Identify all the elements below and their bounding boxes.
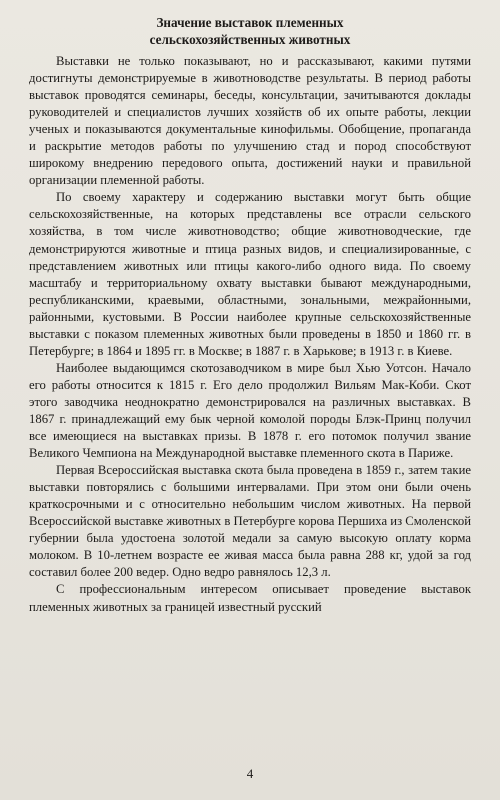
section-title-line-2: сельскохозяйственных животных <box>149 32 351 47</box>
body-text <box>29 53 471 616</box>
page-number: 4 <box>246 766 254 781</box>
paragraph-4: Первая Всероссийская выставка скота была проведена в 1859 г., затем такие выставки повторялись с большими интервалами. При этом они были очень краткосрочными и с относительно небольшим числом животных. На первой Всероссийской выставке животных в Петербурге корова Першиха из Смоленской губернии была удостоена золотой медали за самую высокую оплату корма молоком. В 10-летнем возрасте ее живая масса была равна 288 кг, удой за год составил более 200 ведер. Одно ведро равнялось 12,3 л. <box>29 463 471 580</box>
paragraph-5: С профессиональным интересом описывает проведение выставок племенных животных за границей известный русский <box>29 582 471 614</box>
paragraph-1: Выставки не только показывают, но и рассказывают, какими путями достигнуты демонстрируемые в животноводстве результаты. В период работы выставок проводятся семинары, беседы, консультации, зачитываются доклады руководителей и специалистов лучших хозяйств об их опыте работы, лекции ученых и показываются документальные кинофильмы. Обобщение, пропаганда и раскрытие методов работы по улучшению стад и пород способствуют широкому внедрению передового опыта, достижений науки и правильной организации племенной работы. <box>29 54 471 188</box>
paragraph-2: По своему характеру и содержанию выставки могут быть общие сельскохозяйственные, на которых представлены все отрасли сельского хозяйства, в том числе животноводство; общие животноводческие, где демонстрируются животные и птица разных видов, и специализированные, с представлением животных или птицы какого-либо одного вида. По своему масштабу и территориальному охвату выставки бывают международными, республиканскими, краевыми, областными, зональными, межрайонными, районными, кустовыми. В России наиболее крупные сельскохозяйственные выставки с показом племенных животных были проведены в 1850 и 1860 гг. в Петербурге; в 1864 и 1895 гг. в Москве; в 1887 г. в Харькове; в 1913 г. в Киеве. <box>29 190 471 358</box>
section-title-line-1: Значение выставок племенных <box>156 15 344 30</box>
paragraph-3: Наиболее выдающимся скотозаводчиком в мире был Хью Уотсон. Начало его работы относится к 1815 г. Его дело продолжил Вильям Мак-Коби. Скот этого заводчика неоднократно демонстрировался на различных выставках. В 1867 г. принадлежащий ему бык черной комолой породы Блэк-Принц получил все имеющиеся на выставках призы. В 1878 г. его потомок получил звание Великого Чемпиона на Международной выставке племенного скота в Париже. <box>29 360 471 461</box>
section-title <box>29 14 471 48</box>
